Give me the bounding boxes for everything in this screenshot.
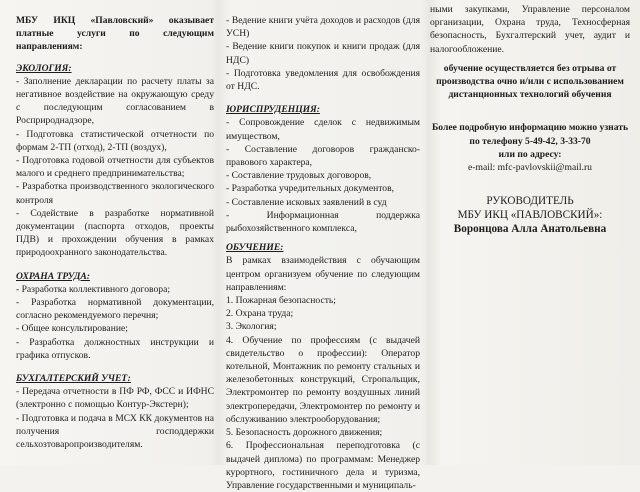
column-middle — [226, 14, 420, 492]
ecology-item: - Заполнение декларации по расчету платы за негативное воздействие на окружающую среду с последующим согласованием в Росприроднадзоре, — [16, 75, 214, 127]
training-item: 4. Обучение по профессиям (с выдачей свидетельство о профессии): Оператор котельной, Монтажник по ремонту стальных и железобетонных конструкций, Стропальщик, Электромонтер по ремонту воздушных линий электропередачи, Электромонтер по ремонту и обслуживанию электрооборудования; — [226, 334, 420, 425]
contact-email: e-mail: mfc-pavlovskii@mail.ru — [468, 162, 592, 174]
contact-address: или по адресу: — [498, 148, 562, 160]
section-ecology-title: ЭКОЛОГИЯ: — [16, 62, 72, 74]
intro-heading: МБУ ИКЦ «Павловский» оказывает платные услуги по следующим направлениям: — [16, 15, 214, 53]
accounting-item: - Подготовка и подача в МСХ КК документов на получения господдержки сельхозтоваропроизводителям. — [16, 412, 214, 451]
signature-name: Воронцова Алла Анатольевна — [453, 223, 607, 236]
law-list — [226, 116, 420, 235]
contact-phone: Более подробную информацию можно узнать по телефону 5-49-42, 3-33-70 — [431, 122, 629, 147]
training-item: 3. Экология; — [226, 321, 277, 333]
column-right — [430, 3, 630, 236]
accounting-cont-list — [226, 14, 420, 93]
training-item: 6. Профессиональная переподготовка (с выдачей диплома) по программам: Менеджер курортного, гостиничного дела и туризма, Управление государственными и муниципаль- — [226, 440, 420, 491]
accounting-item: - Ведение книги покупок и книги продаж (для НДС) — [226, 41, 420, 66]
section-labor-title: ОХРАНА ТРУДА: — [16, 270, 91, 282]
training-item: 1. Пожарная безопасность; — [226, 295, 336, 307]
ecology-item: - Подготовка годовой отчетности для субъектов малого и среднего предпринимательства; — [16, 155, 214, 180]
signature-org: МБУ ИКЦ «ПАВЛОВСКИЙ»: — [457, 209, 603, 222]
section-accounting-title: БУХГАЛТЕРСКИЙ УЧЕТ: — [16, 373, 131, 385]
ecology-item: - Содействие в разработке нормативной документации (паспорта отходов, проекты ПДВ) и прохождении обучения в рамках природоохранного законодательства. — [16, 207, 214, 259]
law-item: - Разработка учредительных документов, — [226, 183, 395, 195]
labor-list — [16, 283, 214, 362]
training-intro: В рамках взаимодействия с обучающим центром организуем обучение по следующим направлениям: — [226, 255, 420, 293]
law-item: - Составление договоров гражданско-правового характера, — [226, 143, 420, 169]
training-continuation: ными закупками, Управление персоналом организации, Охрана труда, Техносферная безопасность, Бухгалтерский учет, аудит и налогообложение. — [430, 4, 630, 55]
training-item: 2. Охрана труда; — [226, 308, 294, 320]
labor-item: - Разработка коллективного договора; — [16, 283, 170, 295]
labor-item: - Разработка нормативной документации, согласно рекомендуемого перечня; — [16, 297, 214, 322]
accounting-item: - Подготовка уведомления для освобождения от НДС. — [226, 67, 420, 93]
ecology-item: - Подготовка статистической отчетности по формам 2-ТП (отход), 2-ТП (воздух), — [16, 128, 214, 153]
training-list — [226, 294, 420, 492]
accounting-item: - Передача отчетности в ПФ РФ, ФСС и ИФНС (электронно с помощью Контур-Экстерн); — [16, 386, 214, 411]
distance-note: обучение осуществляется без отрыва от производства очно и/или с использованием дистанционных технологий обучения — [436, 62, 624, 101]
labor-item: - Общее консультирование; — [16, 323, 128, 335]
law-item: - Информационная поддержка рыбохозяйственного комплекса, — [226, 209, 420, 235]
law-item: - Составление трудовых договоров, — [226, 170, 372, 182]
law-item: - Сопровождение сделок с недвижимым имуществом, — [226, 117, 420, 142]
signature-role: РУКОВОДИТЕЛЬ — [486, 195, 574, 208]
column-left — [16, 14, 214, 451]
ecology-list — [16, 75, 214, 260]
ecology-item: - Разработка производственного экологического контроля — [16, 181, 214, 206]
section-training-title: ОБУЧЕНИЕ: — [226, 242, 284, 254]
law-item: - Составление исковых заявлений в суд — [226, 196, 387, 208]
accounting-item: - Ведение книги учёта доходов и расходов (для УСН) — [226, 15, 420, 40]
section-law-title: ЮРИСПРУДЕНЦИЯ: — [226, 104, 320, 116]
labor-item: - Разработка должностных инструкции и графика отпусков. — [16, 336, 214, 361]
training-item: 5. Безопасность дорожного движения; — [226, 427, 383, 439]
accounting-list — [16, 385, 214, 451]
